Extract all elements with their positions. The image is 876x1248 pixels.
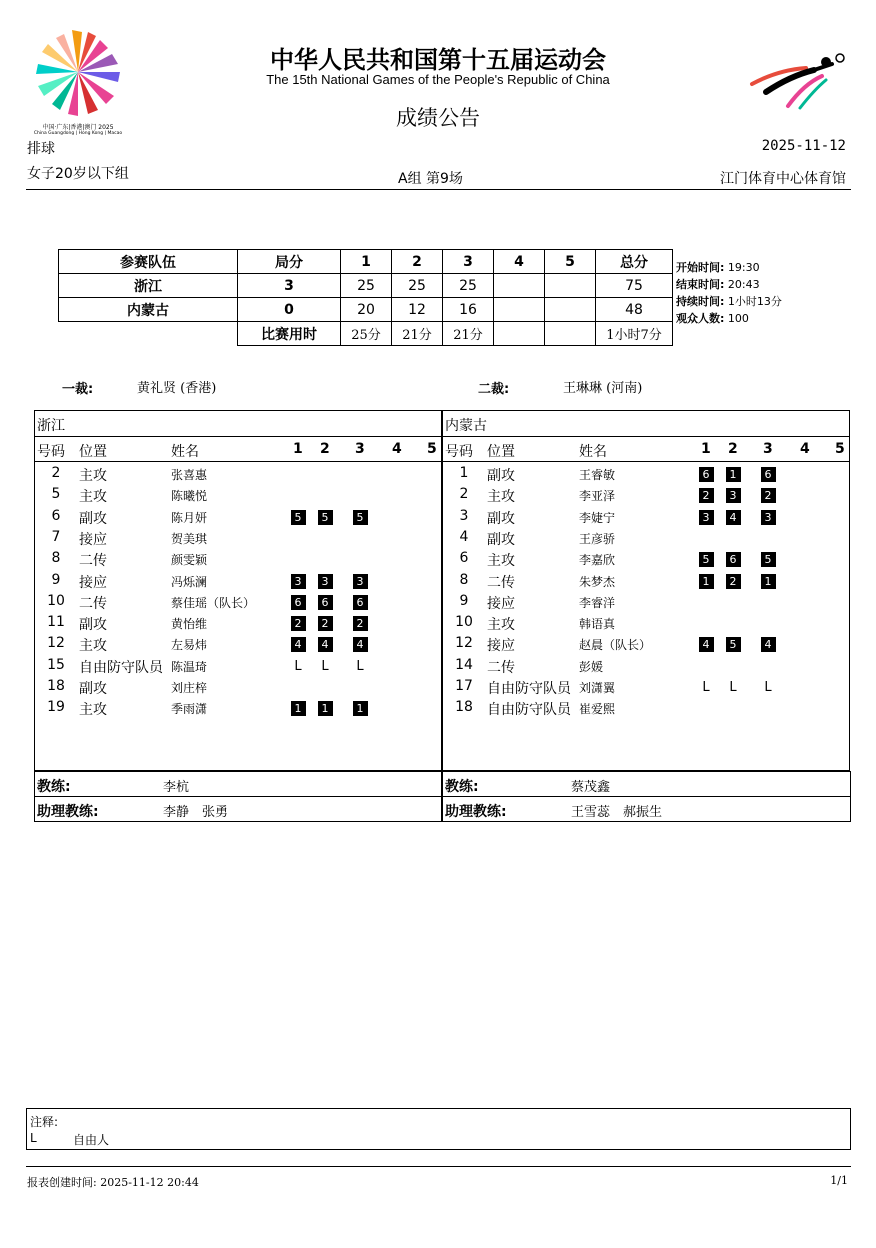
player-position: 接应 [487, 638, 515, 655]
player-position: 副攻 [79, 681, 107, 697]
rotation-position-box: 5 [699, 552, 714, 567]
set-lineup-cell [289, 700, 307, 716]
rotation-position-box: 3 [761, 510, 776, 525]
player-name: 李睿洋 [579, 595, 616, 610]
col-sets-won: 局分 [238, 250, 341, 274]
player-number: 2 [459, 486, 469, 503]
player-row [443, 550, 849, 571]
set-duration [494, 322, 545, 346]
rotation-position-box: 6 [726, 552, 741, 567]
total-score: 75 [596, 274, 673, 298]
col-set-5: 5 [835, 441, 845, 457]
rotation-position-box: 3 [291, 574, 306, 589]
sets-won: 0 [238, 298, 341, 322]
col-set-5: 5 [545, 250, 596, 274]
player-position: 副攻 [79, 617, 107, 634]
rotation-position-box: 1 [318, 701, 333, 716]
set-lineup-cell [316, 573, 334, 589]
set-lineup-cell [697, 466, 715, 482]
player-row [35, 614, 441, 635]
coach-name: 李杭 [163, 780, 190, 795]
col-set-4: 4 [392, 441, 402, 457]
col-set-4: 4 [494, 250, 545, 274]
start-time [676, 259, 760, 275]
player-name: 张喜惠 [171, 468, 208, 482]
team-name: 浙江 [59, 274, 238, 298]
col-name: 姓名 [171, 444, 199, 460]
coach-label: 教练: [37, 779, 71, 795]
player-row [443, 635, 849, 656]
libero-mark: L [702, 680, 710, 695]
player-row [443, 593, 849, 614]
set-lineup-cell [724, 679, 742, 695]
player-row [443, 699, 849, 720]
note-desc: 自由人 [73, 1133, 110, 1147]
col-total: 总分 [596, 250, 673, 274]
second-referee-label: 二裁: [478, 382, 510, 397]
score-row-team-2 [59, 298, 673, 322]
player-name: 韩语真 [579, 617, 616, 632]
player-number: 2 [51, 465, 61, 481]
set-lineup-cell [724, 636, 742, 652]
col-set-2: 2 [728, 441, 738, 457]
set-lineup-cell [316, 594, 334, 610]
player-position: 二传 [79, 553, 107, 570]
set-lineup-cell [724, 466, 742, 482]
set-lineup-cell [724, 509, 742, 525]
player-position: 副攻 [487, 510, 515, 527]
first-referee: 黄礼贤 (香港) [137, 381, 217, 396]
player-row [35, 550, 441, 571]
libero-mark: L [764, 680, 772, 695]
set-duration: 21分 [443, 322, 494, 346]
libero-mark: L [356, 658, 364, 674]
player-position: 接应 [79, 574, 107, 591]
roster-divider [443, 461, 849, 462]
sets-won: 3 [238, 274, 341, 298]
asst-coach-label: 助理教练: [445, 804, 507, 820]
set-lineup-cell [724, 487, 742, 503]
rotation-position-box: 6 [353, 595, 368, 610]
event-title: 中华人民共和国第十五届运动会 [270, 46, 606, 74]
attendance-value: 100 [727, 312, 749, 325]
player-name: 陈曦悦 [171, 489, 208, 504]
set-score: 25 [392, 274, 443, 298]
set-lineup-cell [289, 573, 307, 589]
player-number: 6 [51, 507, 61, 524]
rotation-position-box: 5 [761, 552, 776, 567]
set-lineup-cell [289, 509, 307, 525]
player-number: 9 [459, 592, 469, 609]
player-position: 自由防守队员 [79, 659, 163, 676]
set-lineup-cell [316, 636, 334, 652]
rotation-position-box: 4 [761, 637, 776, 652]
logo-caption: 中国·广东|香港|澳门 2025 [42, 124, 114, 131]
first-referee-label: 一裁: [62, 382, 94, 397]
player-number: 5 [51, 486, 61, 503]
player-position: 主攻 [487, 617, 515, 634]
rotation-position-box: 6 [699, 467, 714, 482]
col-number: 号码 [445, 444, 473, 460]
asst-coach-names: 王雪蕊 郝振生 [571, 805, 663, 820]
duration-row [59, 322, 673, 346]
player-position: 副攻 [487, 531, 515, 548]
notes-box [26, 1108, 851, 1150]
set-lineup-cell [697, 509, 715, 525]
col-position: 位置 [487, 444, 515, 460]
player-number: 4 [459, 528, 469, 545]
asst-coach-box-team-1 [34, 796, 442, 822]
player-row [443, 678, 849, 699]
player-number: 1 [459, 465, 469, 481]
player-row [443, 614, 849, 635]
player-row [35, 635, 441, 656]
player-row [35, 508, 441, 529]
player-name: 陈月妍 [171, 510, 208, 525]
player-name: 蔡佳瑶（队长） [171, 595, 256, 610]
player-number: 18 [47, 678, 65, 694]
player-name: 李亚泽 [579, 489, 616, 504]
player-number: 14 [455, 656, 473, 673]
player-row [35, 486, 441, 507]
rotation-position-box: 1 [761, 574, 776, 589]
set-score: 16 [443, 298, 494, 322]
set-lineup-cell [697, 636, 715, 652]
player-number: 11 [47, 614, 65, 631]
player-position: 主攻 [487, 489, 515, 506]
rotation-position-box: 1 [699, 574, 714, 589]
roster-team-1 [34, 410, 442, 771]
player-name: 贺美琪 [171, 531, 208, 546]
player-name: 刘庄梓 [171, 681, 208, 695]
player-position: 主攻 [79, 638, 107, 655]
rotation-position-box: 6 [318, 595, 333, 610]
player-position: 副攻 [487, 468, 515, 484]
rotation-position-box: 4 [353, 637, 368, 652]
sport-label: 排球 [27, 141, 55, 157]
rotation-position-box: 5 [291, 510, 306, 525]
player-number: 10 [455, 614, 473, 631]
coach-name: 蔡茂鑫 [571, 780, 611, 795]
col-number: 号码 [37, 444, 65, 460]
player-number: 17 [455, 678, 473, 694]
set-lineup-cell [351, 573, 369, 589]
note-key: L [30, 1131, 37, 1145]
player-position: 接应 [79, 531, 107, 548]
player-position: 二传 [487, 574, 515, 591]
libero-mark: L [294, 658, 302, 674]
player-position: 自由防守队员 [487, 681, 571, 697]
rotation-position-box: 5 [726, 637, 741, 652]
rotation-position-box: 2 [318, 616, 333, 631]
rotation-position-box: 5 [353, 510, 368, 525]
rotation-position-box: 2 [291, 616, 306, 631]
set-score: 20 [341, 298, 392, 322]
set-lineup-cell [759, 487, 777, 503]
player-row [443, 572, 849, 593]
player-position: 主攻 [487, 553, 515, 570]
roster-divider [443, 436, 849, 437]
notes-label: 注释: [30, 1115, 59, 1129]
set-score: 12 [392, 298, 443, 322]
player-position: 二传 [79, 595, 107, 612]
set-lineup-cell [759, 466, 777, 482]
empty-cell [59, 322, 238, 346]
end-value: 20:43 [727, 278, 760, 291]
rotation-position-box: 3 [726, 488, 741, 503]
results-bulletin-title: 成绩公告 [396, 106, 480, 130]
set-lineup-cell [759, 551, 777, 567]
set-lineup-cell [351, 594, 369, 610]
player-name: 赵晨（队长） [579, 638, 652, 653]
logo-caption-en: China Guangdong | Hong Kong | Macao [33, 131, 123, 136]
set-lineup-cell [697, 573, 715, 589]
player-row [35, 699, 441, 720]
start-value: 19:30 [727, 261, 760, 274]
libero-mark: L [729, 680, 737, 695]
set-score [494, 274, 545, 298]
set-score [545, 298, 596, 322]
set-lineup-cell [351, 700, 369, 716]
player-name: 李婕宁 [579, 510, 616, 525]
set-lineup-cell [697, 551, 715, 567]
col-set-4: 4 [800, 441, 810, 457]
player-number: 7 [51, 528, 61, 545]
group-match-label: A组 第9场 [398, 171, 463, 187]
second-referee: 王琳琳 (河南) [563, 381, 643, 396]
col-set-2: 2 [392, 250, 443, 274]
roster-team-2 [442, 410, 850, 771]
set-lineup-cell [351, 658, 369, 674]
set-score [545, 274, 596, 298]
col-set-5: 5 [427, 441, 437, 457]
player-row [443, 465, 849, 486]
asst-coach-box-team-2 [442, 796, 851, 822]
set-duration: 25分 [341, 322, 392, 346]
duration-time [676, 293, 782, 309]
header-divider [26, 189, 851, 190]
event-title-en: The 15th National Games of the People's Republic of China [266, 72, 610, 87]
set-lineup-cell [697, 679, 715, 695]
player-row [35, 657, 441, 678]
rotation-position-box: 6 [291, 595, 306, 610]
col-team: 参赛队伍 [59, 250, 238, 274]
rotation-position-box: 4 [291, 637, 306, 652]
player-position: 主攻 [79, 702, 107, 719]
rotation-position-box: 4 [699, 637, 714, 652]
roster-divider [35, 436, 441, 437]
player-row [443, 657, 849, 678]
col-set-3: 3 [443, 250, 494, 274]
player-name: 李嘉欣 [579, 553, 616, 568]
player-name: 王睿敏 [579, 468, 616, 482]
rotation-position-box: 4 [318, 637, 333, 652]
set-lineup-cell [316, 615, 334, 631]
rotation-position-box: 1 [291, 701, 306, 716]
col-position: 位置 [79, 444, 107, 460]
roster-team-name: 内蒙古 [445, 418, 487, 434]
set-lineup-cell [759, 636, 777, 652]
rotation-position-box: 1 [726, 467, 741, 482]
duration-label: 比赛用时 [238, 322, 341, 346]
set-lineup-cell [724, 551, 742, 567]
set-lineup-cell [697, 487, 715, 503]
page-number: 1/1 [830, 1174, 848, 1187]
report-created: 报表创建时间: 2025-11-12 20:44 [27, 1176, 199, 1189]
col-set-1: 1 [293, 441, 303, 457]
player-name: 崔爱熙 [579, 702, 616, 717]
col-name: 姓名 [579, 444, 607, 460]
total-score: 48 [596, 298, 673, 322]
asst-coach-label: 助理教练: [37, 804, 99, 820]
coach-box-team-1 [34, 771, 442, 797]
set-lineup-cell [316, 700, 334, 716]
duration-label: 持续时间: [676, 295, 725, 308]
player-position: 接应 [487, 595, 515, 612]
player-number: 3 [459, 507, 469, 524]
player-number: 18 [455, 699, 473, 716]
col-set-3: 3 [763, 441, 773, 457]
coach-box-team-2 [442, 771, 851, 797]
category-label: 女子20岁以下组 [27, 166, 129, 182]
player-number: 6 [459, 550, 469, 567]
player-name: 季雨潇 [171, 702, 208, 717]
asst-coach-names: 李静 张勇 [163, 805, 229, 820]
end-time [676, 276, 760, 292]
rotation-position-box: 3 [699, 510, 714, 525]
score-row-team-1 [59, 274, 673, 298]
set-score: 25 [443, 274, 494, 298]
score-table [58, 249, 673, 346]
player-name: 颜雯颖 [171, 553, 208, 568]
set-lineup-cell [759, 573, 777, 589]
venue-label: 江门体育中心体育馆 [720, 171, 846, 187]
player-position: 二传 [487, 659, 515, 676]
end-label: 结束时间: [676, 278, 725, 291]
player-position: 副攻 [79, 510, 107, 527]
set-lineup-cell [724, 573, 742, 589]
rotation-position-box: 2 [699, 488, 714, 503]
player-row [443, 508, 849, 529]
set-lineup-cell [759, 679, 777, 695]
rotation-position-box: 3 [318, 574, 333, 589]
roster-team-name: 浙江 [37, 418, 65, 434]
coach-label: 教练: [445, 779, 479, 795]
attendance-label: 观众人数: [676, 312, 725, 325]
footer-divider [26, 1166, 851, 1167]
roster-divider [35, 461, 441, 462]
score-header-row [59, 250, 673, 274]
player-number: 9 [51, 571, 61, 588]
rotation-position-box: 2 [761, 488, 776, 503]
rotation-position-box: 1 [353, 701, 368, 716]
set-lineup-cell [351, 636, 369, 652]
player-row [443, 529, 849, 550]
player-number: 19 [47, 699, 65, 716]
set-lineup-cell [316, 658, 334, 674]
col-set-2: 2 [320, 441, 330, 457]
set-score [494, 298, 545, 322]
player-name: 左易炜 [171, 638, 208, 653]
player-number: 10 [47, 592, 65, 609]
player-number: 8 [459, 571, 469, 588]
player-number: 12 [47, 635, 65, 652]
rotation-position-box: 2 [353, 616, 368, 631]
set-lineup-cell [289, 594, 307, 610]
player-row [35, 678, 441, 699]
player-row [443, 486, 849, 507]
rotation-position-box: 3 [353, 574, 368, 589]
rotation-position-box: 5 [318, 510, 333, 525]
set-lineup-cell [351, 509, 369, 525]
player-name: 彭媛 [579, 659, 604, 674]
libero-mark: L [321, 658, 329, 674]
match-date: 2025-11-12 [761, 138, 846, 154]
player-name: 黄怡维 [171, 617, 208, 632]
rotation-position-box: 6 [761, 467, 776, 482]
start-label: 开始时间: [676, 261, 725, 274]
rotation-position-box: 4 [726, 510, 741, 525]
set-score: 25 [341, 274, 392, 298]
col-set-1: 1 [701, 441, 711, 457]
col-set-3: 3 [355, 441, 365, 457]
player-position: 自由防守队员 [487, 702, 571, 719]
player-row [35, 465, 441, 486]
player-position: 主攻 [79, 489, 107, 506]
set-lineup-cell [759, 509, 777, 525]
set-lineup-cell [351, 615, 369, 631]
team-name: 内蒙古 [59, 298, 238, 322]
player-row [35, 572, 441, 593]
duration-value: 1小时13分 [727, 295, 782, 308]
col-set-1: 1 [341, 250, 392, 274]
player-name: 朱梦杰 [579, 574, 616, 589]
player-position: 主攻 [79, 468, 107, 484]
set-lineup-cell [289, 615, 307, 631]
player-name: 冯烁澜 [171, 574, 208, 589]
attendance [676, 310, 749, 326]
set-duration: 21分 [392, 322, 443, 346]
player-name: 陈温琦 [171, 659, 208, 674]
player-name: 刘潇翼 [579, 681, 616, 695]
player-number: 15 [47, 656, 65, 673]
player-number: 12 [455, 635, 473, 652]
set-lineup-cell [316, 509, 334, 525]
player-row [35, 529, 441, 550]
player-name: 王彦骄 [579, 531, 616, 546]
set-lineup-cell [289, 658, 307, 674]
set-duration [545, 322, 596, 346]
player-number: 8 [51, 550, 61, 567]
total-duration: 1小时7分 [596, 322, 673, 346]
set-lineup-cell [289, 636, 307, 652]
rotation-position-box: 2 [726, 574, 741, 589]
player-row [35, 593, 441, 614]
